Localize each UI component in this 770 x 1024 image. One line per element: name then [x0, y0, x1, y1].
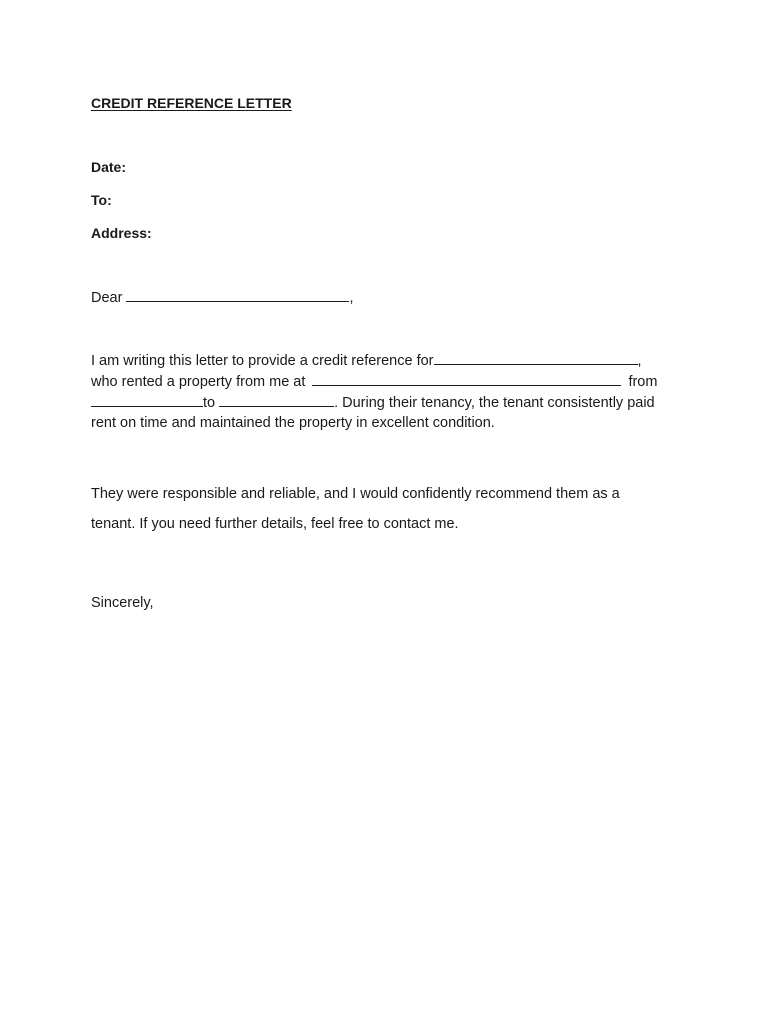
paragraph1-line1-text: I am writing this letter to provide a credit reference for	[91, 353, 434, 369]
paragraph1-line3-text: . During their tenancy, the tenant consistently paid	[334, 395, 655, 411]
salutation-comma: ,	[349, 290, 354, 306]
start-date-blank[interactable]	[91, 393, 203, 407]
salutation-prefix: Dear	[91, 290, 123, 306]
closing-text: Sincerely,	[91, 595, 154, 611]
property-address-blank[interactable]	[312, 372, 621, 386]
date-label: Date:	[91, 159, 127, 175]
salutation-line	[91, 288, 353, 307]
paragraph1-line2-text: who rented a property from me at	[91, 374, 306, 390]
paragraph1-line1	[91, 351, 642, 370]
paragraph2-line2: tenant. If you need further details, feel free to contact me.	[91, 516, 459, 532]
paragraph1-line2-from: from	[628, 374, 658, 390]
paragraph1-line4: rent on time and maintained the property in excellent condition.	[91, 415, 495, 431]
paragraph1-line3	[91, 393, 655, 412]
end-date-blank[interactable]	[219, 393, 334, 407]
paragraph2-line1: They were responsible and reliable, and I would confidently recommend them as a	[91, 486, 620, 502]
letter-title: CREDIT REFERENCE LETTER	[91, 95, 292, 111]
tenant-name-blank[interactable]	[434, 351, 638, 365]
paragraph1-line2	[91, 372, 657, 391]
paragraph1-line3-to: to	[203, 395, 216, 411]
recipient-name-blank[interactable]	[126, 288, 349, 302]
address-label: Address:	[91, 225, 152, 241]
paragraph1-line1-comma: ,	[637, 353, 642, 369]
to-label: To:	[91, 192, 112, 208]
